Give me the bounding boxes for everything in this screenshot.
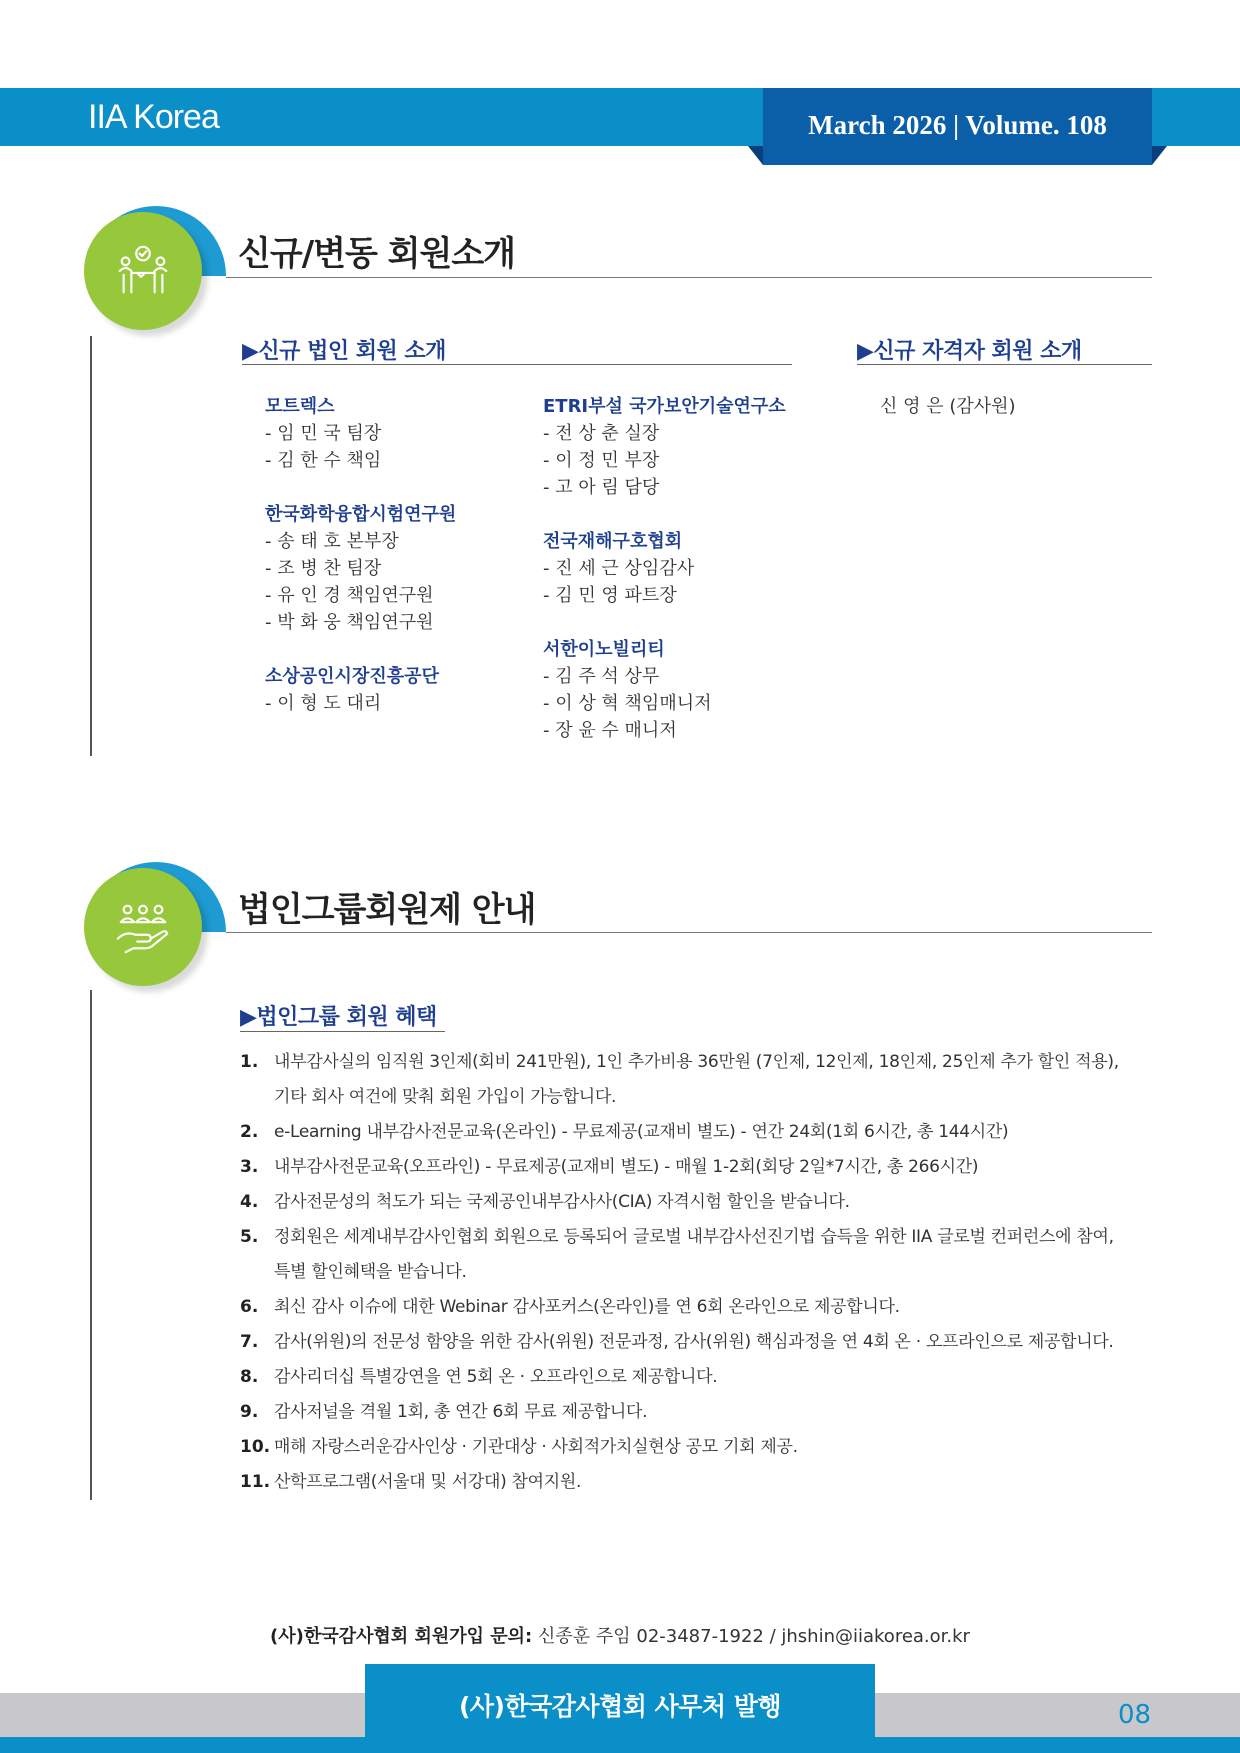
list-item-number: 9. [240, 1402, 259, 1422]
org-member: - 진 세 근 상임감사 [543, 558, 695, 579]
handshake-check-icon [84, 212, 202, 330]
list-item [240, 1360, 1160, 1395]
org-item [543, 528, 786, 609]
org-item [543, 393, 786, 501]
list-item-text: 기타 회사 여건에 맞춰 회원 가입이 가능합니다. [274, 1087, 617, 1107]
list-item-text: e-Learning 내부감사전문교육(온라인) - 무료제공(교재비 별도) - 연간 24회(1회 6시간, 총 144시간) [274, 1122, 1009, 1142]
list-item-text: 감사전문성의 척도가 되는 국제공인내부감사사(CIA) 자격시험 할인을 받습니다. [274, 1192, 850, 1212]
benefits-heading: ▶법인그룹 회원 혜택 [240, 1005, 437, 1030]
list-item-text: 내부감사전문교육(오프라인) - 무료제공(교재비 별도) - 매월 1-2회(회당 2일*7시간, 총 266시간) [274, 1157, 979, 1177]
org-name: 소상공인시장진흥공단 [265, 666, 439, 687]
certified-list [880, 393, 1016, 420]
contact-line [0, 1622, 1240, 1648]
org-member: - 김 주 석 상무 [543, 666, 660, 687]
corporate-column-1 [265, 393, 456, 717]
contact-value: 신종훈 주임 02-3487-1922 / jhshin@iiakorea.or.kr [532, 1626, 970, 1647]
list-item-text: 감사리더십 특별강연을 연 5회 온 · 오프라인으로 제공합니다. [274, 1367, 718, 1387]
list-item-text: 최신 감사 이슈에 대한 Webinar 감사포커스(온라인)를 연 6회 온라인으로 제공합니다. [274, 1297, 900, 1317]
list-item-number: 6. [240, 1297, 259, 1317]
page-number: 08 [1118, 1700, 1152, 1730]
org-member: - 고 아 림 담당 [543, 477, 660, 498]
list-item [240, 1220, 1160, 1290]
brand-logo: IIA Korea [88, 98, 219, 136]
corporate-column-2 [543, 393, 786, 744]
certified-heading: ▶신규 자격자 회원 소개 [857, 339, 1082, 364]
list-item-text: 감사(위원)의 전문성 함양을 위한 감사(위원) 전문과정, 감사(위원) 핵심과정을 연 4회 온 · 오프라인으로 제공합니다. [274, 1332, 1114, 1352]
certified-heading-underline [857, 364, 1152, 365]
section-side-rule [90, 336, 92, 756]
list-item-number: 8. [240, 1367, 259, 1387]
benefits-heading-underline [240, 1031, 445, 1032]
org-member: - 김 한 수 책임 [265, 450, 382, 471]
list-item-number: 2. [240, 1122, 259, 1142]
org-member: - 전 상 춘 실장 [543, 423, 660, 444]
issue-label: March 2026 | Volume. 108 [808, 110, 1107, 140]
list-item-text: 산학프로그램(서울대 및 서강대) 참여지원. [274, 1472, 582, 1492]
list-item-number: 3. [240, 1157, 259, 1177]
footer-publisher: (사)한국감사협회 사무처 발행 [458, 1692, 782, 1721]
corporate-heading-underline [242, 364, 792, 365]
list-item-text: 매해 자랑스러운감사인상 · 기관대상 · 사회적가치실현상 공모 기회 제공. [274, 1437, 798, 1457]
list-item-text: 특별 할인혜택을 받습니다. [274, 1262, 467, 1282]
org-member: - 송 태 호 본부장 [265, 531, 399, 552]
list-item [240, 1045, 1160, 1115]
list-item-number: 10. [240, 1437, 271, 1457]
list-item-number: 11. [240, 1472, 271, 1492]
list-item-number: 4. [240, 1192, 259, 1212]
certified-member: 신 영 은 (감사원) [880, 396, 1016, 417]
section-title: 신규/변동 회원소개 [238, 234, 516, 274]
list-item [240, 1465, 1160, 1500]
corporate-heading: ▶신규 법인 회원 소개 [242, 339, 446, 364]
list-item [240, 1290, 1160, 1325]
org-member: - 조 병 찬 팀장 [265, 558, 382, 579]
list-item [240, 1325, 1160, 1360]
section-title: 법인그룹회원제 안내 [238, 890, 536, 930]
org-member: - 이 상 혁 책임매니저 [543, 693, 712, 714]
list-item-text: 정회원은 세계내부감사인협회 회원으로 등록되어 글로벌 내부감사선진기법 습득을 위한 IIA 글로벌 컨퍼런스에 참여, [274, 1227, 1114, 1247]
org-member: - 이 형 도 대리 [265, 693, 382, 714]
org-name: 모트렉스 [265, 396, 335, 417]
org-item [265, 393, 456, 474]
org-name: 전국재해구호협회 [543, 531, 683, 552]
list-item-number: 7. [240, 1332, 259, 1352]
people-hand-icon [84, 868, 202, 986]
list-item-text: 내부감사실의 임직원 3인제(회비 241만원), 1인 추가비용 36만원 (7인제, 12인제, 18인제, 25인제 추가 할인 적용), [274, 1052, 1119, 1072]
issue-box-fold-right [1152, 146, 1167, 165]
list-item-number: 5. [240, 1227, 259, 1247]
org-name: 서한이노빌리티 [543, 639, 665, 660]
org-member: - 유 인 경 책임연구원 [265, 585, 434, 606]
org-item [265, 501, 456, 636]
list-item [240, 1115, 1160, 1150]
org-name: ETRI부설 국가보안기술연구소 [543, 396, 786, 417]
org-member: - 임 민 국 팀장 [265, 423, 382, 444]
contact-label: (사)한국감사협회 회원가입 문의: [270, 1626, 533, 1647]
list-item [240, 1395, 1160, 1430]
list-item [240, 1430, 1160, 1465]
list-item [240, 1185, 1160, 1220]
org-item [543, 636, 786, 744]
section-side-rule [90, 990, 92, 1500]
list-item-text: 감사저널을 격월 1회, 총 연간 6회 무료 제공합니다. [274, 1402, 648, 1422]
org-item [265, 663, 456, 717]
org-member: - 박 화 웅 책임연구원 [265, 612, 434, 633]
section-title-underline [226, 277, 1152, 278]
list-item-number: 1. [240, 1052, 259, 1072]
org-member: - 장 윤 수 매니저 [543, 720, 677, 741]
org-member: - 김 민 영 파트장 [543, 585, 677, 606]
section-title-underline [226, 932, 1152, 933]
list-item [240, 1150, 1160, 1185]
benefits-list [240, 1045, 1160, 1500]
org-name: 한국화학융합시험연구원 [265, 504, 457, 525]
org-member: - 이 정 민 부장 [543, 450, 660, 471]
issue-box-fold-left [748, 146, 763, 165]
